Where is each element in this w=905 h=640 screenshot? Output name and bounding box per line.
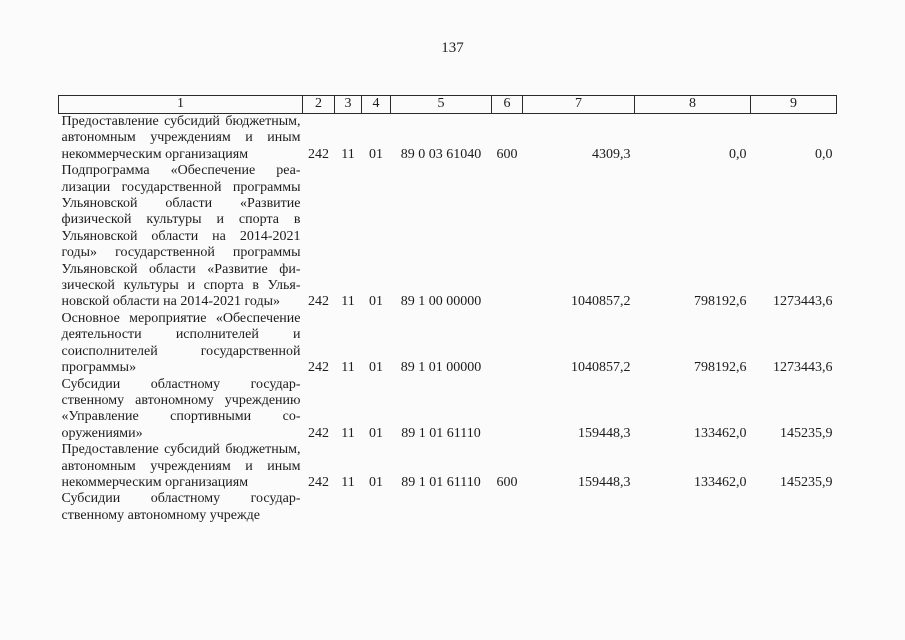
cell-amount-9: 145235,9	[780, 425, 833, 441]
cell-section: 11	[341, 474, 355, 490]
column-header: 2	[303, 96, 335, 114]
cell-admin-code	[303, 491, 335, 524]
table-row	[59, 442, 837, 491]
cell-expense-type: 600	[496, 146, 518, 162]
cell-target-article: 89 1 01 61110	[401, 425, 481, 441]
column-header: 6	[492, 96, 523, 114]
table-header-row	[59, 96, 837, 114]
cell-amount-7: 159448,3	[578, 474, 631, 490]
table-row	[59, 491, 837, 524]
cell-admin-code: 242	[308, 360, 329, 376]
column-header: 7	[523, 96, 635, 114]
budget-table	[58, 95, 837, 524]
cell-target-article: 89 1 00 00000	[400, 294, 482, 310]
row-name: Субсидии областному государственному автономному учреждению «Управление спортивными сооружениями»	[61, 376, 301, 441]
row-name: Подпрограмма «Обеспечение реализации государственной программы Ульяновской области «Развитие физической культуры и спорта в Ульяновской области на 2014-2021 годы» государственной программы Ульяновской области «Развитие физической культуры и спорта в Ульяновской области на 2014-2021 годы»	[61, 163, 301, 310]
cell-target-article	[391, 491, 492, 524]
column-header: 5	[391, 96, 492, 114]
row-name: Субсидии областному государственному автономному учрежде	[61, 491, 301, 523]
page-number: 137	[441, 40, 464, 56]
cell-amount-9: 1273443,6	[773, 294, 833, 310]
table-row	[59, 311, 837, 377]
column-header: 1	[59, 96, 303, 114]
cell-amount-7	[523, 491, 635, 524]
cell-amount-8: 0,0	[729, 146, 747, 162]
cell-amount-7: 159448,3	[578, 425, 631, 441]
cell-expense-type: 600	[496, 474, 518, 490]
cell-admin-code: 242	[308, 425, 329, 441]
cell-expense-type	[492, 163, 523, 311]
row-name: Предоставление субсидий бюджетным, автономным учреждениям и иным некоммерческим организациям	[61, 442, 301, 490]
cell-admin-code: 242	[308, 474, 329, 490]
cell-expense-type	[492, 311, 523, 377]
table-row	[59, 114, 837, 164]
column-header: 8	[635, 96, 751, 114]
column-header: 4	[362, 96, 391, 114]
cell-amount-9: 0,0	[815, 146, 833, 162]
cell-subsection: 01	[369, 425, 383, 441]
cell-subsection: 01	[369, 474, 383, 490]
cell-target-article: 89 0 03 61040	[400, 146, 482, 162]
cell-target-article: 89 1 01 61110	[401, 474, 481, 490]
cell-amount-9: 1273443,6	[773, 360, 833, 376]
row-name: Предоставление субсидий бюджетным, автономным учреждениям и иным некоммерческим организациям	[61, 114, 301, 162]
table-row	[59, 163, 837, 311]
cell-section: 11	[341, 146, 355, 162]
cell-subsection: 01	[369, 360, 383, 376]
row-name: Основное мероприятие «Обеспечение деятельности исполнителей и соисполнителей государственной программы»	[61, 310, 301, 376]
cell-section: 11	[341, 425, 355, 441]
cell-amount-8	[635, 491, 751, 524]
column-header: 3	[335, 96, 362, 114]
cell-subsection: 01	[369, 146, 383, 162]
cell-target-article: 89 1 01 00000	[400, 360, 482, 376]
column-header: 9	[751, 96, 837, 114]
cell-amount-9: 145235,9	[780, 474, 833, 490]
cell-amount-7: 1040857,2	[571, 360, 631, 376]
cell-subsection	[362, 491, 391, 524]
cell-admin-code: 242	[308, 294, 329, 310]
cell-amount-7: 4309,3	[592, 146, 631, 162]
table-row	[59, 377, 837, 443]
cell-expense-type	[492, 491, 523, 524]
cell-amount-8: 133462,0	[694, 474, 747, 490]
cell-amount-8: 133462,0	[694, 425, 747, 441]
cell-admin-code: 242	[308, 146, 329, 162]
cell-amount-7: 1040857,2	[571, 294, 631, 310]
cell-amount-8: 798192,6	[694, 360, 747, 376]
cell-amount-8: 798192,6	[694, 294, 747, 310]
cell-section	[335, 491, 362, 524]
cell-section: 11	[341, 360, 355, 376]
cell-expense-type	[492, 377, 523, 443]
cell-subsection: 01	[369, 294, 383, 310]
cell-amount-9	[751, 491, 837, 524]
cell-section: 11	[341, 294, 355, 310]
